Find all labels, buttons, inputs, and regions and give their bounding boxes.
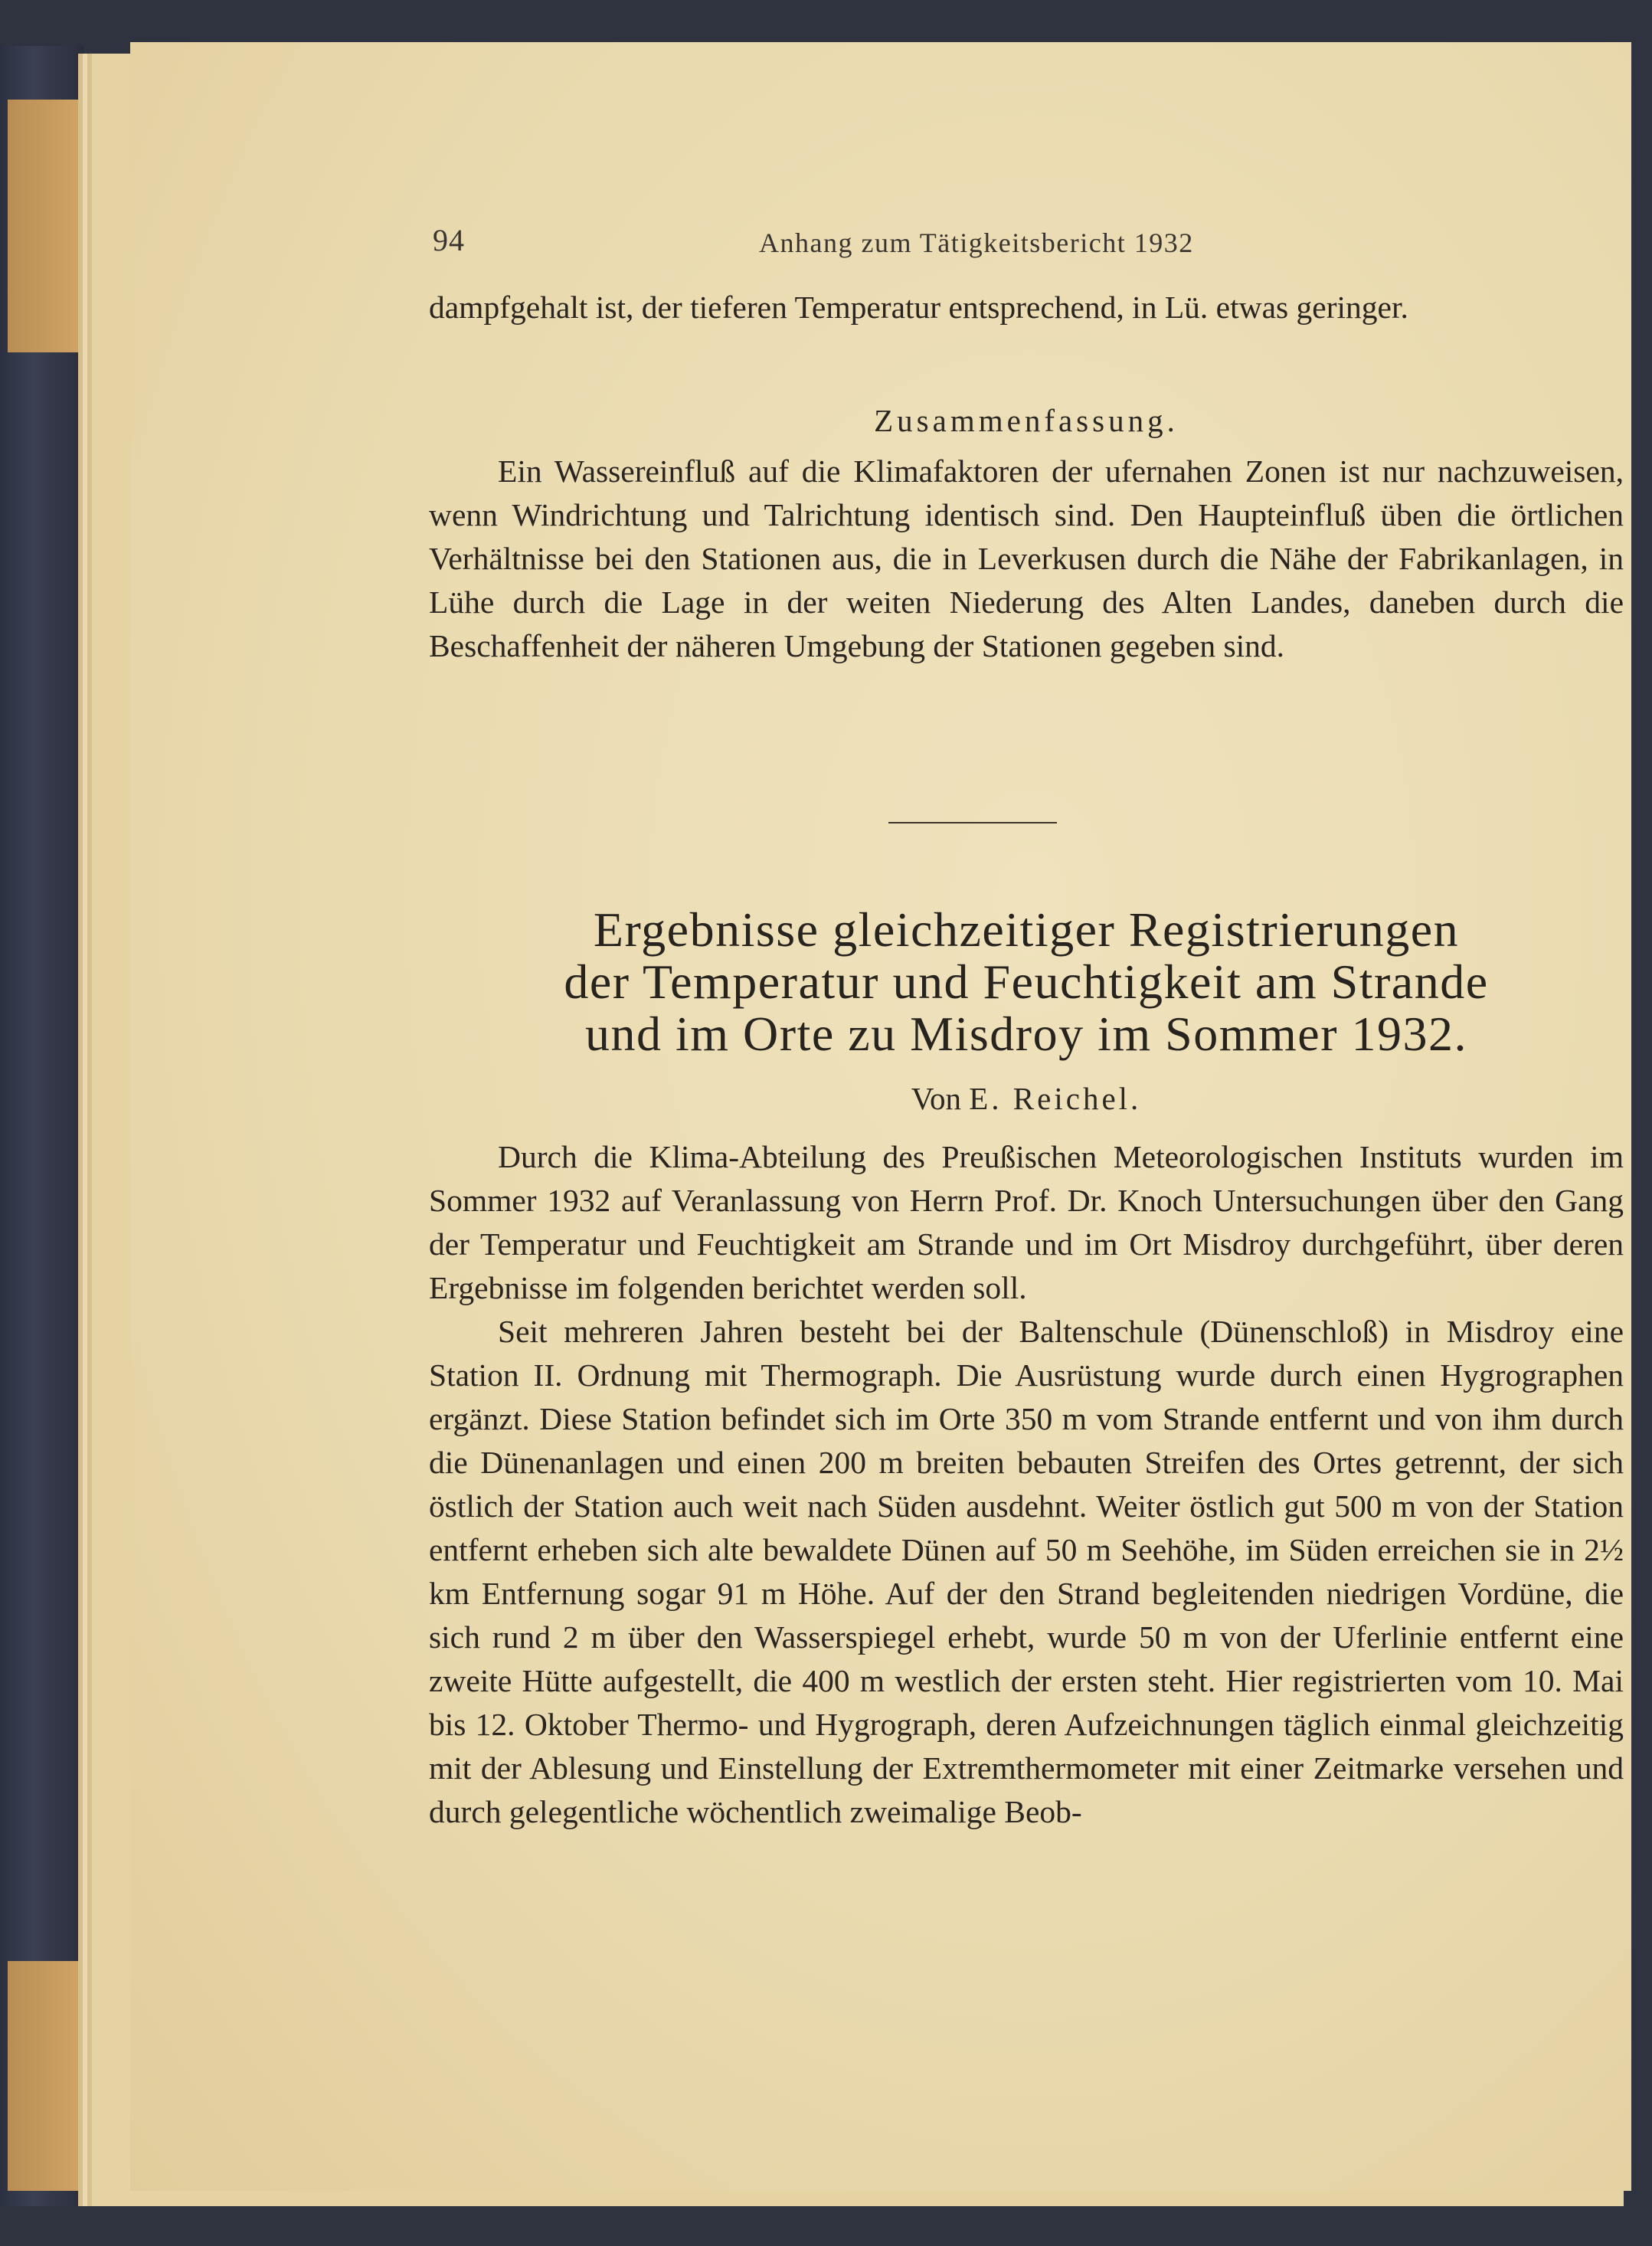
article-title-line-3: und im Orte zu Misdroy im Sommer 1932. (584, 1007, 1468, 1061)
page-number: 94 (433, 223, 465, 257)
binding-corner-bottom (8, 1961, 92, 2191)
continuation-paragraph (429, 286, 1624, 329)
summary-heading: Zusammenfassung. (874, 403, 1179, 438)
continuation-text: dampfgehalt ist, der tieferen Temperatur entsprechend, in Lü. etwas geringer. (429, 290, 1408, 325)
article-paragraph-1: Durch die Klima-Abteilung des Preußischen Meteorologischen Instituts wurden im Sommer 1932 auf Veranlassung von Herrn Prof. Dr. Knoch Untersuchungen über den Gang der Temperatur und Feuchtigkeit am Strande und im Ort Misdroy durchgeführt, über deren Ergebnisse im folgenden berichtet werden soll. (429, 1139, 1624, 1305)
author-name: E. Reichel. (969, 1081, 1142, 1116)
byline (429, 1080, 1624, 1117)
running-title: Anhang zum Tätigkeitsbericht 1932 (759, 228, 1194, 258)
summary-paragraph (429, 450, 1624, 668)
article-title-line-2: der Temperatur und Feuchtigkeit am Strande (564, 954, 1489, 1009)
book-page (130, 42, 1631, 2191)
book-binding (0, 46, 84, 2206)
section-divider (888, 822, 1057, 823)
article-title (429, 904, 1624, 1060)
summary-text: Ein Wassereinfluß auf die Klimafaktoren der ufernahen Zonen ist nur nachzuweisen, wenn Windrichtung und Talrichtung identisch sind. Den Haupteinfluß üben die örtlichen Verhältnisse bei den Stationen aus, die in Leverkusen durch die Nähe der Fabrikanlagen, in Lühe durch die Lage in der weiten Niederung des Alten Landes, daneben durch die Beschaffenheit der näheren Umgebung der Stationen gegeben sind. (429, 453, 1624, 663)
article-body (429, 1135, 1624, 1834)
binding-corner-top (8, 100, 92, 352)
article-title-line-1: Ergebnisse gleichzeitiger Registrierungen (593, 902, 1460, 957)
running-head (433, 222, 1375, 268)
byline-prefix: Von (911, 1081, 962, 1116)
article-paragraph-2: Seit mehreren Jahren besteht bei der Baltenschule (Dünenschloß) in Misdroy eine Station II. Ordnung mit Thermograph. Die Ausrüstung wurde durch einen Hygrographen ergänzt. Diese Station befindet sich im Orte 350 m vom Strande entfernt und von ihm durch die Dünenanlagen und einen 200 m breiten bebauten Streifen des Ortes getrennt, der sich östlich der Station auch weit nach Süden ausdehnt. Weiter östlich gut 500 m von der Station entfernt erheben sich alte bewaldete Dünen auf 50 m Seehöhe, im Süden erreichen sie in 2½ km Entfernung sogar 91 m Höhe. Auf der den Strand begleitenden niedrigen Vordüne, die sich rund 2 m über den Wasserspiegel erhebt, wurde 50 m von der Uferlinie entfernt eine zweite Hütte aufgestellt, die 400 m westlich der ersten steht. Hier registrierten vom 10. Mai bis 12. Oktober Thermo- und Hygrograph, deren Aufzeichnungen täglich einmal gleichzeitig mit der Ablesung und Einstellung der Extremthermometer mit einer Zeitmarke versehen und durch gelegentliche wöchentlich zweimalige Beob- (429, 1314, 1624, 1829)
